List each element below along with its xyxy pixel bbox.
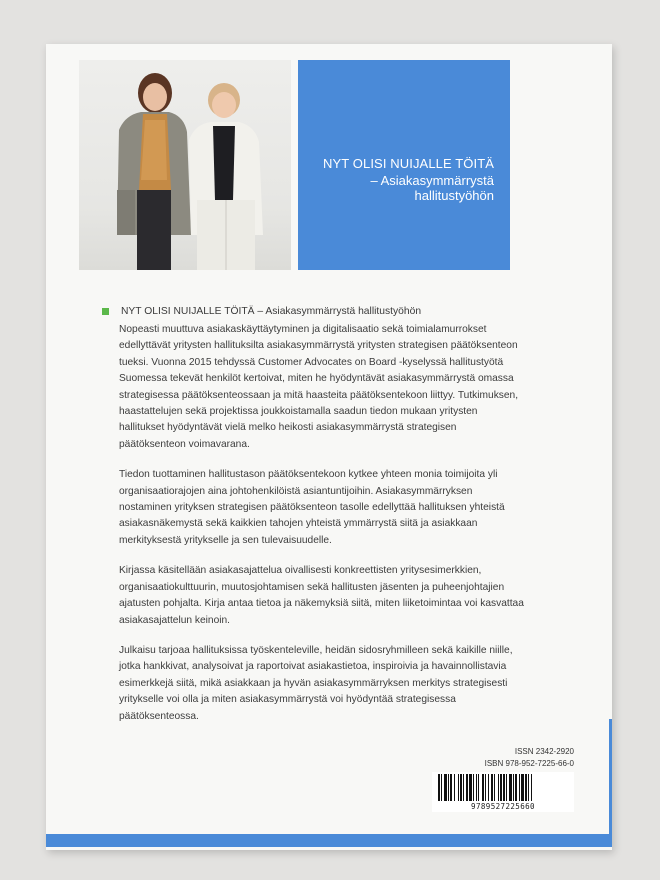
author-photo bbox=[79, 60, 291, 270]
barcode-bars-icon bbox=[438, 774, 568, 802]
barcode-bar bbox=[450, 774, 452, 801]
barcode-bar bbox=[441, 774, 442, 801]
back-cover bbox=[46, 44, 612, 850]
title-panel bbox=[298, 60, 510, 270]
barcode-bar bbox=[506, 774, 507, 801]
barcode-bar bbox=[476, 774, 477, 801]
blue-edge-stripe bbox=[609, 719, 612, 846]
barcode-bar bbox=[473, 774, 474, 801]
barcode-bar bbox=[485, 774, 486, 801]
barcode-bar bbox=[525, 774, 527, 801]
blurb bbox=[119, 322, 524, 739]
book-title-line1: NYT OLISI NUIJALLE TÖITÄ bbox=[323, 156, 494, 171]
barcode-bar bbox=[519, 774, 520, 801]
barcode-bar bbox=[531, 774, 532, 801]
barcode-bar bbox=[503, 774, 505, 801]
book-title-line2: – Asiakasymmärrystä hallitustyöhön bbox=[370, 173, 494, 203]
book-subtitle bbox=[102, 306, 421, 317]
isbn: ISBN 978-952-7225-66-0 bbox=[484, 759, 574, 768]
issn: ISSN 2342-2920 bbox=[514, 747, 574, 756]
barcode-bar bbox=[469, 774, 472, 801]
barcode-bar bbox=[491, 774, 493, 801]
barcode-bar bbox=[488, 774, 489, 801]
barcode-bar bbox=[509, 774, 512, 801]
barcode-bar bbox=[448, 774, 449, 801]
barcode-number: 9789527225660 bbox=[471, 802, 535, 811]
subtitle-text: NYT OLISI NUIJALLE TÖITÄ – Asiakasymmärrystä hallitustyöhön bbox=[121, 306, 422, 317]
green-square-icon bbox=[102, 308, 109, 315]
barcode-bar bbox=[521, 774, 524, 801]
barcode-bar bbox=[458, 774, 459, 801]
barcode-bar bbox=[498, 774, 499, 801]
blurb-paragraph: Nopeasti muuttuva asiakaskäyttäytyminen ja digitalisaatio sekä toimialamurrokset edellyttävät yritysten hallituksilta asiakasymmärrystä yritysten strategisen päätöksenteon tueksi. Vuonna 2015 tehdyssä Customer Advocates on Board -kyselyssä hallitustyötä Suomessa tekevät henkilöt kertoivat, miten he hyödyntävät asiakasymmärrystä omassa strategisessa päätöksenteossaan ja mitä haasteita päätöksentekoon liittyy. Tutkimuksen, haastattelujen sekä projektissa joukkoistamalla saadun tiedon mukaan yritysten hallitukset hyödyntävät vielä melko heikosti asiakasymmärrystä strategisen päätöksenteon voimavarana. bbox=[119, 324, 519, 450]
barcode-bar bbox=[513, 774, 514, 801]
barcode-bar bbox=[500, 774, 502, 801]
blurb-paragraph: Kirjassa käsitellään asiakasajattelua oivallisesti konkreettisten yritysesimerkkien, organisaatiokulttuurin, muutosjohtamisen sekä hallitusten jäsenten ja puheenjohtajien ajatusten pohjalta. Kirja antaa tietoa ja näkemyksiä siitä, miten liiketoimintaa voi kasvattaa asiakasajattelun keinoin. bbox=[119, 565, 524, 626]
barcode-bar bbox=[463, 774, 464, 801]
barcode-bar bbox=[454, 774, 455, 801]
barcode-bar bbox=[460, 774, 462, 801]
blurb-paragraph: Julkaisu tarjoaa hallituksissa työskenteleville, heidän sidosryhmilleen sekä kaikille niille, jotka hankkivat, analysoivat ja raportoivat asiakastietoa, inspiroivia ja havainnollistavia esimerkkejä siitä, mikä asiakkaan ja hyvän asiakasymmärryksen merkitys strategisesti yritykselle voi olla ja miten asiakasymmärrystä voi hyödyntää strategisessa päätöksenteossa. bbox=[119, 644, 513, 722]
barcode-bar bbox=[438, 774, 440, 801]
barcode-bar bbox=[482, 774, 484, 801]
barcode-bar bbox=[494, 774, 495, 801]
barcode-bar bbox=[444, 774, 447, 801]
barcode bbox=[432, 772, 574, 812]
identifiers bbox=[440, 746, 574, 770]
barcode-bar bbox=[478, 774, 479, 801]
barcode-bar bbox=[515, 774, 517, 801]
barcode-bar bbox=[466, 774, 468, 801]
authors-illustration bbox=[79, 60, 291, 270]
barcode-bar bbox=[528, 774, 529, 801]
blue-bottom-band bbox=[46, 834, 612, 847]
blurb-paragraph: Tiedon tuottaminen hallitustason päätöksentekoon kytkee yhteen monia toimijoita yli organisaatiorajojen aina johtohenkilöistä asiantuntijoihin. Asiakasymmärryksen nostaminen yrityksen strategisen päätöksenteon tasolle edellyttää hallituksen yhteistä asiakasnäkemystä sekä kaikkien tahojen yhteistä ymmärrystä siitä ja asiakkaan merkityksestä yritykselle ja sen tulevaisuudelle. bbox=[119, 469, 505, 546]
